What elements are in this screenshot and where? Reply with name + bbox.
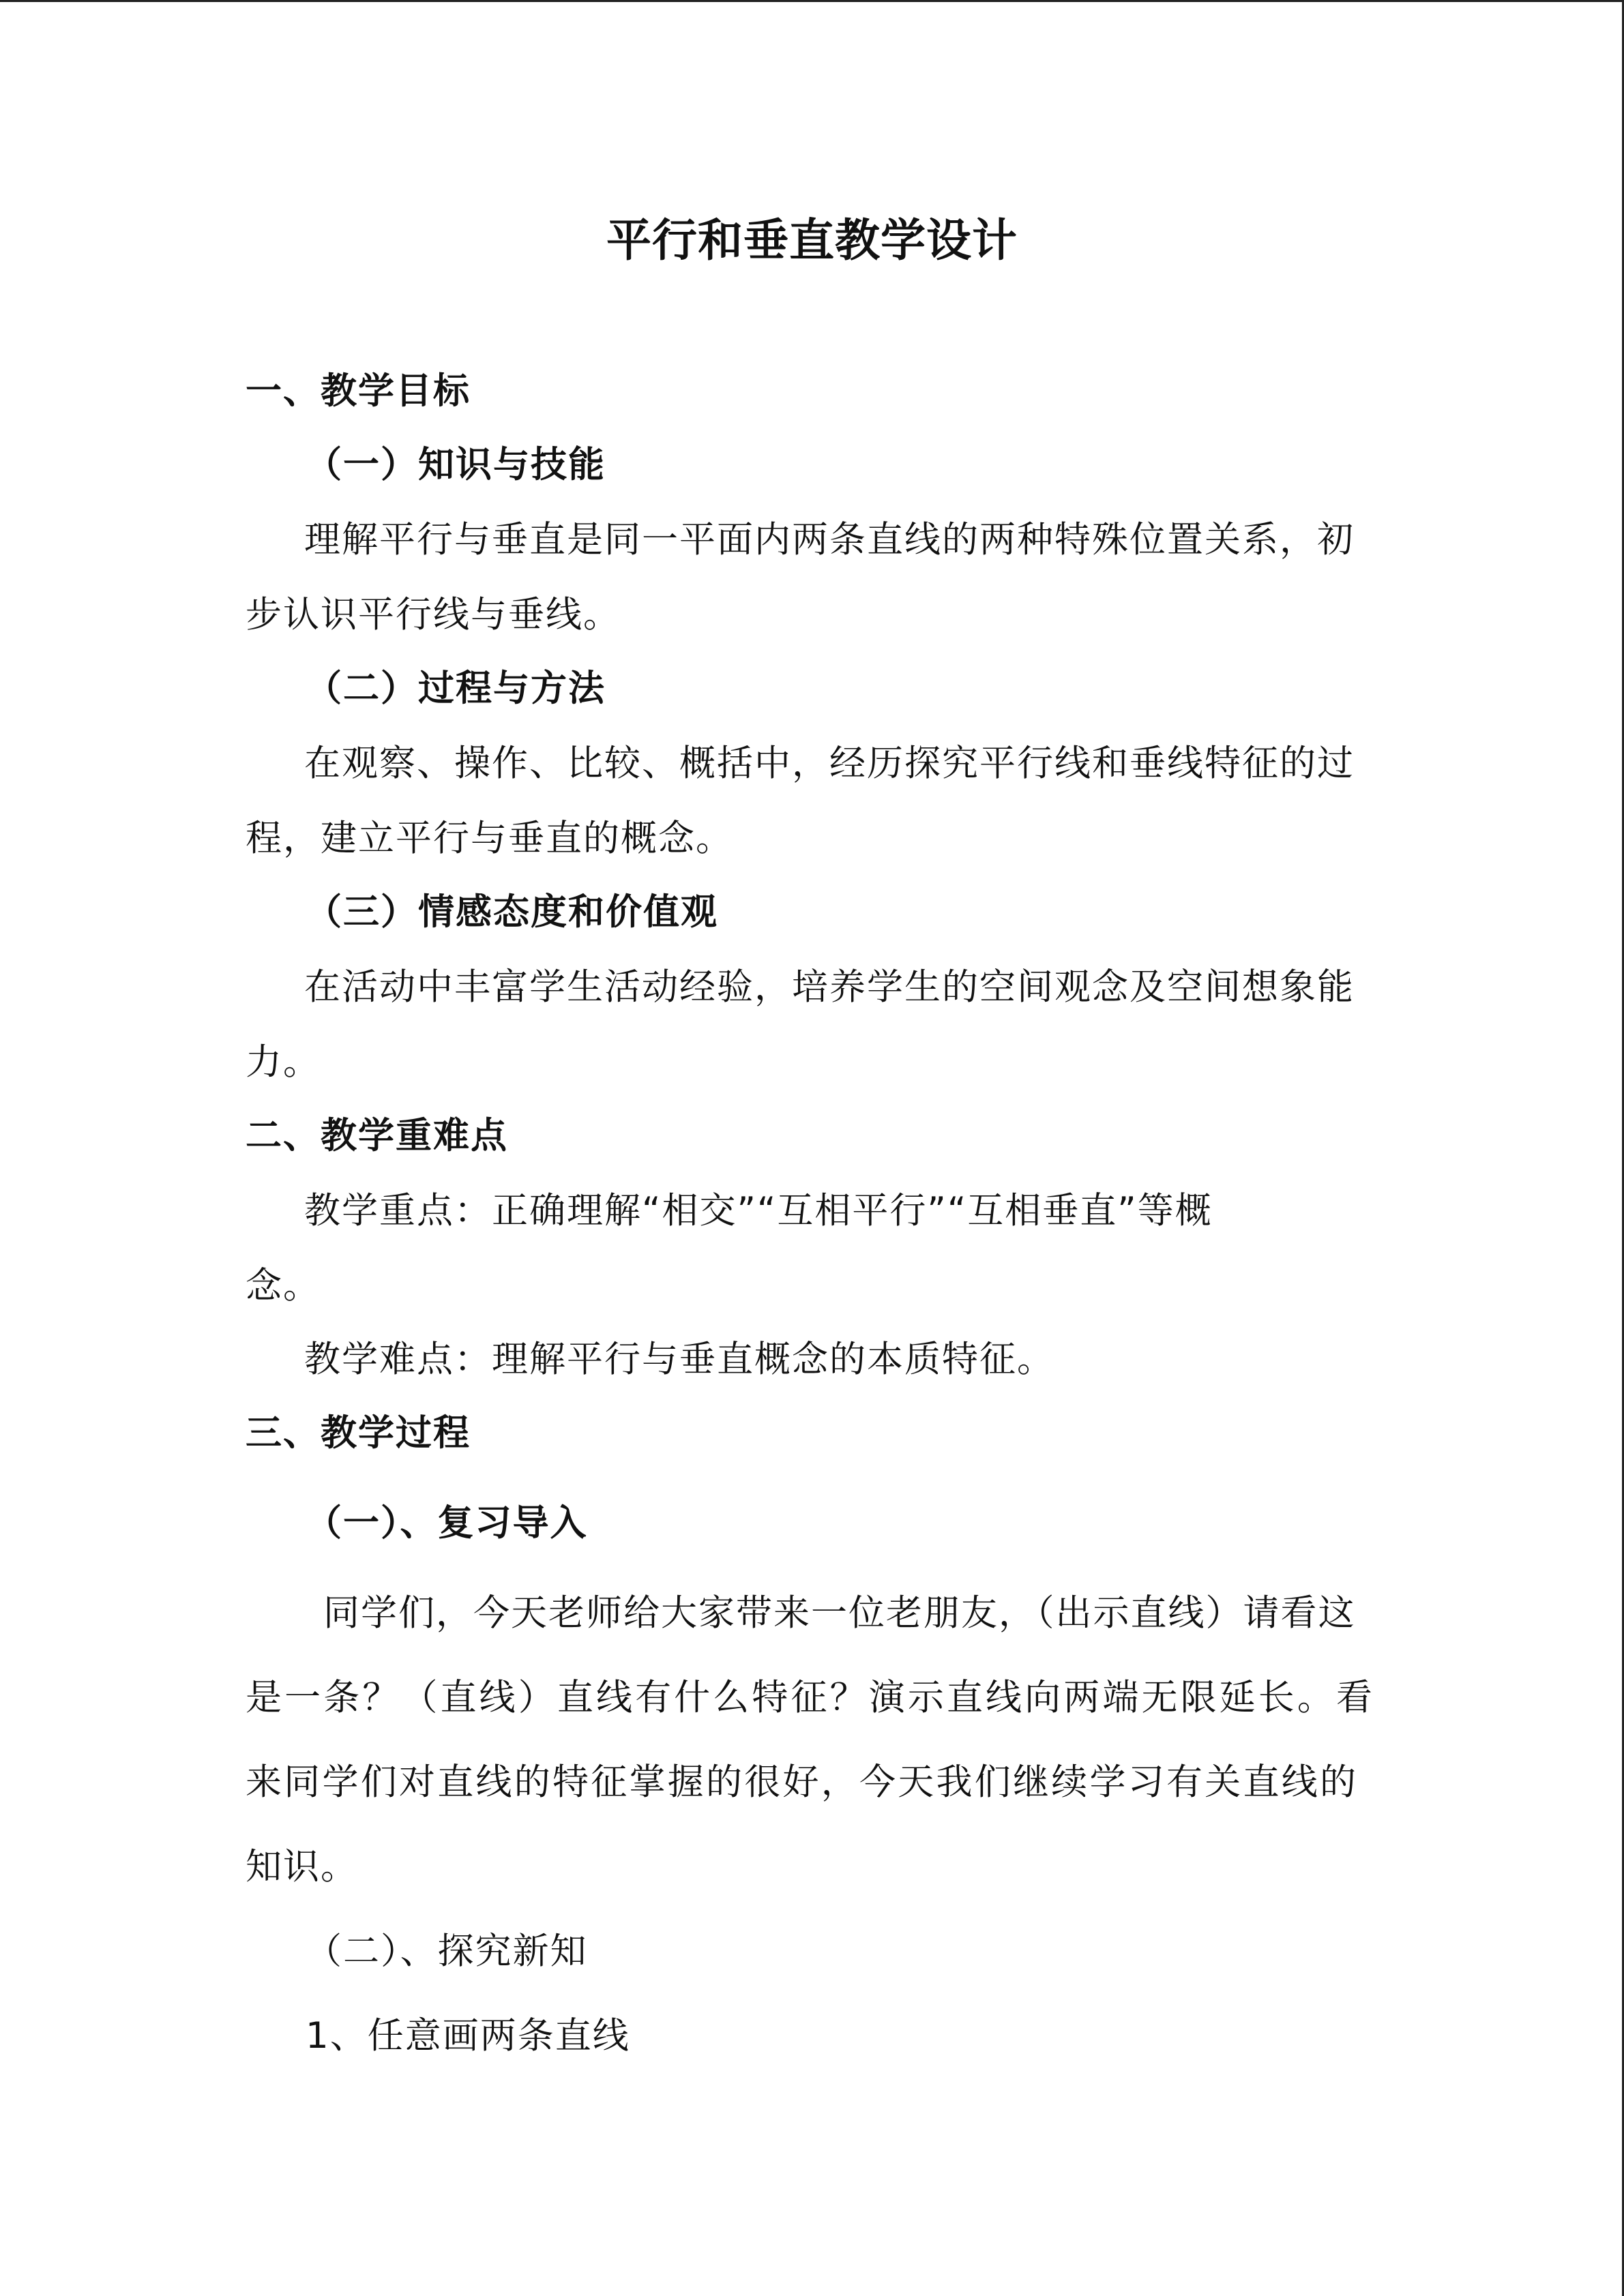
paragraph-line: 理解平行与垂直是同一平面内两条直线的两种特殊位置关系，初: [304, 519, 1355, 561]
paragraph-line: 教学难点：理解平行与垂直概念的本质特征。: [304, 1339, 1054, 1380]
subheading-attitude-values: （三）情感态度和价值观: [306, 891, 718, 933]
subheading-review: （一）、复习导入: [306, 1502, 588, 1544]
subheading-knowledge-skills: （一）知识与技能: [306, 444, 606, 486]
subheading-process-method: （二）过程与方法: [306, 668, 606, 709]
paragraph-line: 在活动中丰富学生活动经验，培养学生的空间观念及空间想象能: [304, 966, 1355, 1008]
section-heading-process: 三、教学过程: [246, 1412, 471, 1454]
subheading-explore: （二）、探究新知: [306, 1930, 588, 1972]
section-heading-key-points: 二、教学重难点: [246, 1115, 508, 1157]
paragraph-line: 知识。: [246, 1846, 358, 1888]
section-heading-objectives: 一、教学目标: [246, 370, 471, 412]
paragraph-line: 在观察、操作、比较、概括中，经历探究平行线和垂线特征的过: [304, 743, 1355, 784]
paragraph-line: 力。: [246, 1041, 321, 1083]
paragraph-line: 程，建立平行与垂直的概念。: [246, 818, 733, 859]
list-item: 1、任意画两条直线: [306, 2015, 630, 2057]
paragraph-line: 教学重点：正确理解“相交”“互相平行”“互相垂直”等概: [304, 1190, 1213, 1232]
paragraph-line: 念。: [246, 1265, 321, 1307]
document-title: 平行和垂直教学设计: [606, 214, 1018, 267]
paragraph-line: 步认识平行线与垂线。: [246, 594, 621, 636]
paragraph-line: 来同学们对直线的特征掌握的很好，今天我们继续学习有关直线的: [246, 1761, 1357, 1803]
paragraph-line: 是一条？（直线）直线有什么特征？演示直线向两端无限延长。看: [246, 1677, 1374, 1718]
paragraph-line: 同学们，今天老师给大家带来一位老朋友，（出示直线）请看这: [323, 1592, 1356, 1634]
